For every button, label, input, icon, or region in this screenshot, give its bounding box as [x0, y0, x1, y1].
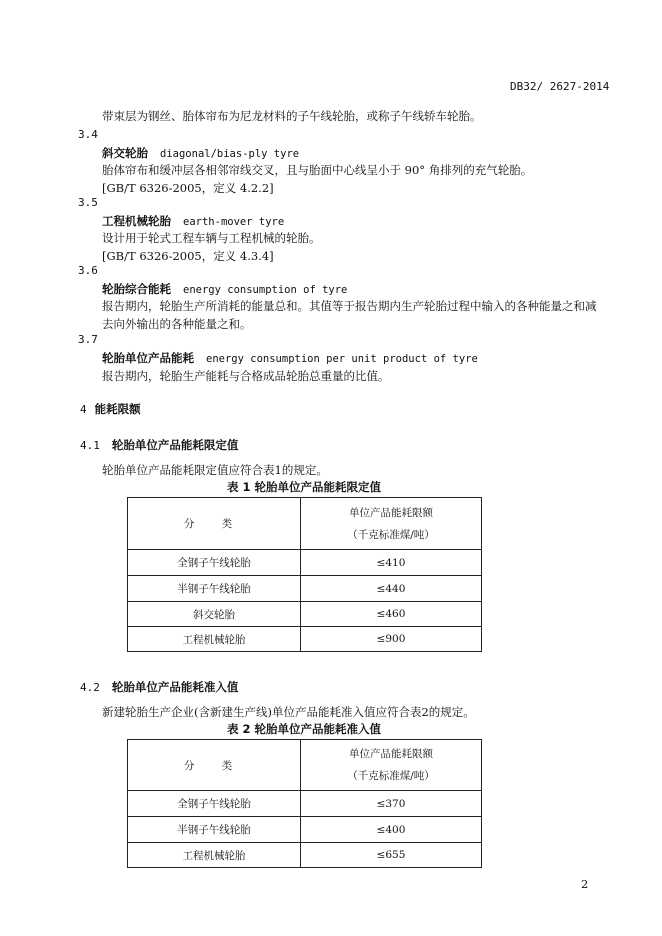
table-header-row: [128, 740, 482, 791]
term-cn: 轮胎综合能耗: [102, 282, 171, 296]
section-number: 4: [80, 403, 87, 416]
section-title: 能耗限额: [94, 402, 141, 416]
subsection-heading: [80, 679, 238, 695]
section-heading: [80, 401, 141, 417]
term-en: earth-mover tyre: [183, 216, 285, 228]
term-title: [102, 281, 347, 297]
term-title: [102, 145, 299, 161]
page-number: 2: [581, 877, 589, 891]
cell-value: ≤410: [301, 550, 482, 576]
subsection-title: 轮胎单位产品能耗限定值: [111, 438, 239, 452]
table-row: [128, 843, 482, 868]
header-category: 分 类: [128, 740, 301, 791]
cell-type: 全钢子午线轮胎: [128, 550, 301, 576]
cell-type: 全钢子午线轮胎: [128, 791, 301, 817]
term-en: energy consumption of tyre: [183, 284, 348, 296]
table-row: [128, 550, 482, 576]
table-row: [128, 817, 482, 843]
term-en: diagonal/bias-ply tyre: [160, 148, 300, 160]
cell-value: ≤440: [301, 576, 482, 602]
term-definition: 设计用于轮式工程车辆与工程机械的轮胎。: [102, 231, 321, 245]
term-number: 3.4: [78, 128, 98, 141]
document-code: DB32/ 2627-2014: [510, 80, 610, 93]
cell-value: ≤370: [301, 791, 482, 817]
term-cn: 斜交轮胎: [102, 146, 148, 160]
term-number: 3.6: [78, 264, 98, 277]
term-definition-cont: 去向外输出的各种能量之和。: [102, 317, 252, 331]
paragraph: 新建轮胎生产企业(含新建生产线)单位产品能耗准入值应符合表2的规定。: [102, 705, 475, 719]
term-title: [102, 350, 478, 366]
cell-type: 斜交轮胎: [128, 602, 301, 627]
term-source: [GB/T 6326-2005，定义 4.3.4]: [102, 249, 274, 263]
term-en: energy consumption per unit product of tyre: [206, 353, 478, 365]
term-definition: 报告期内，轮胎生产能耗与合格成品轮胎总重量的比值。: [102, 369, 390, 383]
subsection-number: 4.2: [80, 681, 100, 694]
paragraph: 轮胎单位产品能耗限定值应符合表1的规定。: [102, 463, 328, 477]
header-limit: 单位产品能耗限额 （千克标准煤/吨）: [301, 740, 482, 791]
table-caption: 表 1 轮胎单位产品能耗限定值: [226, 480, 381, 494]
table-row: [128, 602, 482, 627]
cell-type: 半钢子午线轮胎: [128, 817, 301, 843]
subsection-title: 轮胎单位产品能耗准入值: [111, 680, 239, 694]
table-row: [128, 627, 482, 652]
term-number: 3.5: [78, 196, 98, 209]
header-limit: 单位产品能耗限额 （千克标准煤/吨）: [301, 498, 482, 550]
cell-type: 工程机械轮胎: [128, 843, 301, 868]
term-title: [102, 213, 284, 229]
table-row: [128, 791, 482, 817]
intro-text: 带束层为钢丝、胎体帘布为尼龙材料的子午线轮胎，或称子午线轿车轮胎。: [102, 109, 482, 123]
table-row: [128, 576, 482, 602]
header-category: 分 类: [128, 498, 301, 550]
subsection-number: 4.1: [80, 439, 100, 452]
cell-type: 半钢子午线轮胎: [128, 576, 301, 602]
cell-value: ≤460: [301, 602, 482, 627]
table-1: [127, 497, 482, 652]
cell-value: ≤400: [301, 817, 482, 843]
term-cn: 轮胎单位产品能耗: [102, 351, 194, 365]
term-definition: 胎体帘布和缓冲层各相邻帘线交叉，且与胎面中心线呈小于 90° 角排列的充气轮胎。: [102, 163, 533, 177]
cell-type: 工程机械轮胎: [128, 627, 301, 652]
term-number: 3.7: [78, 333, 98, 346]
subsection-heading: [80, 437, 238, 453]
cell-value: ≤900: [301, 627, 482, 652]
table-2: [127, 739, 482, 868]
term-definition: 报告期内，轮胎生产所消耗的能量总和。其值等于报告期内生产轮胎过程中输入的各种能量之和减: [102, 299, 597, 313]
term-source: [GB/T 6326-2005，定义 4.2.2]: [102, 181, 274, 195]
term-cn: 工程机械轮胎: [102, 214, 171, 228]
table-caption: 表 2 轮胎单位产品能耗准入值: [226, 722, 381, 736]
cell-value: ≤655: [301, 843, 482, 868]
table-header-row: [128, 498, 482, 550]
